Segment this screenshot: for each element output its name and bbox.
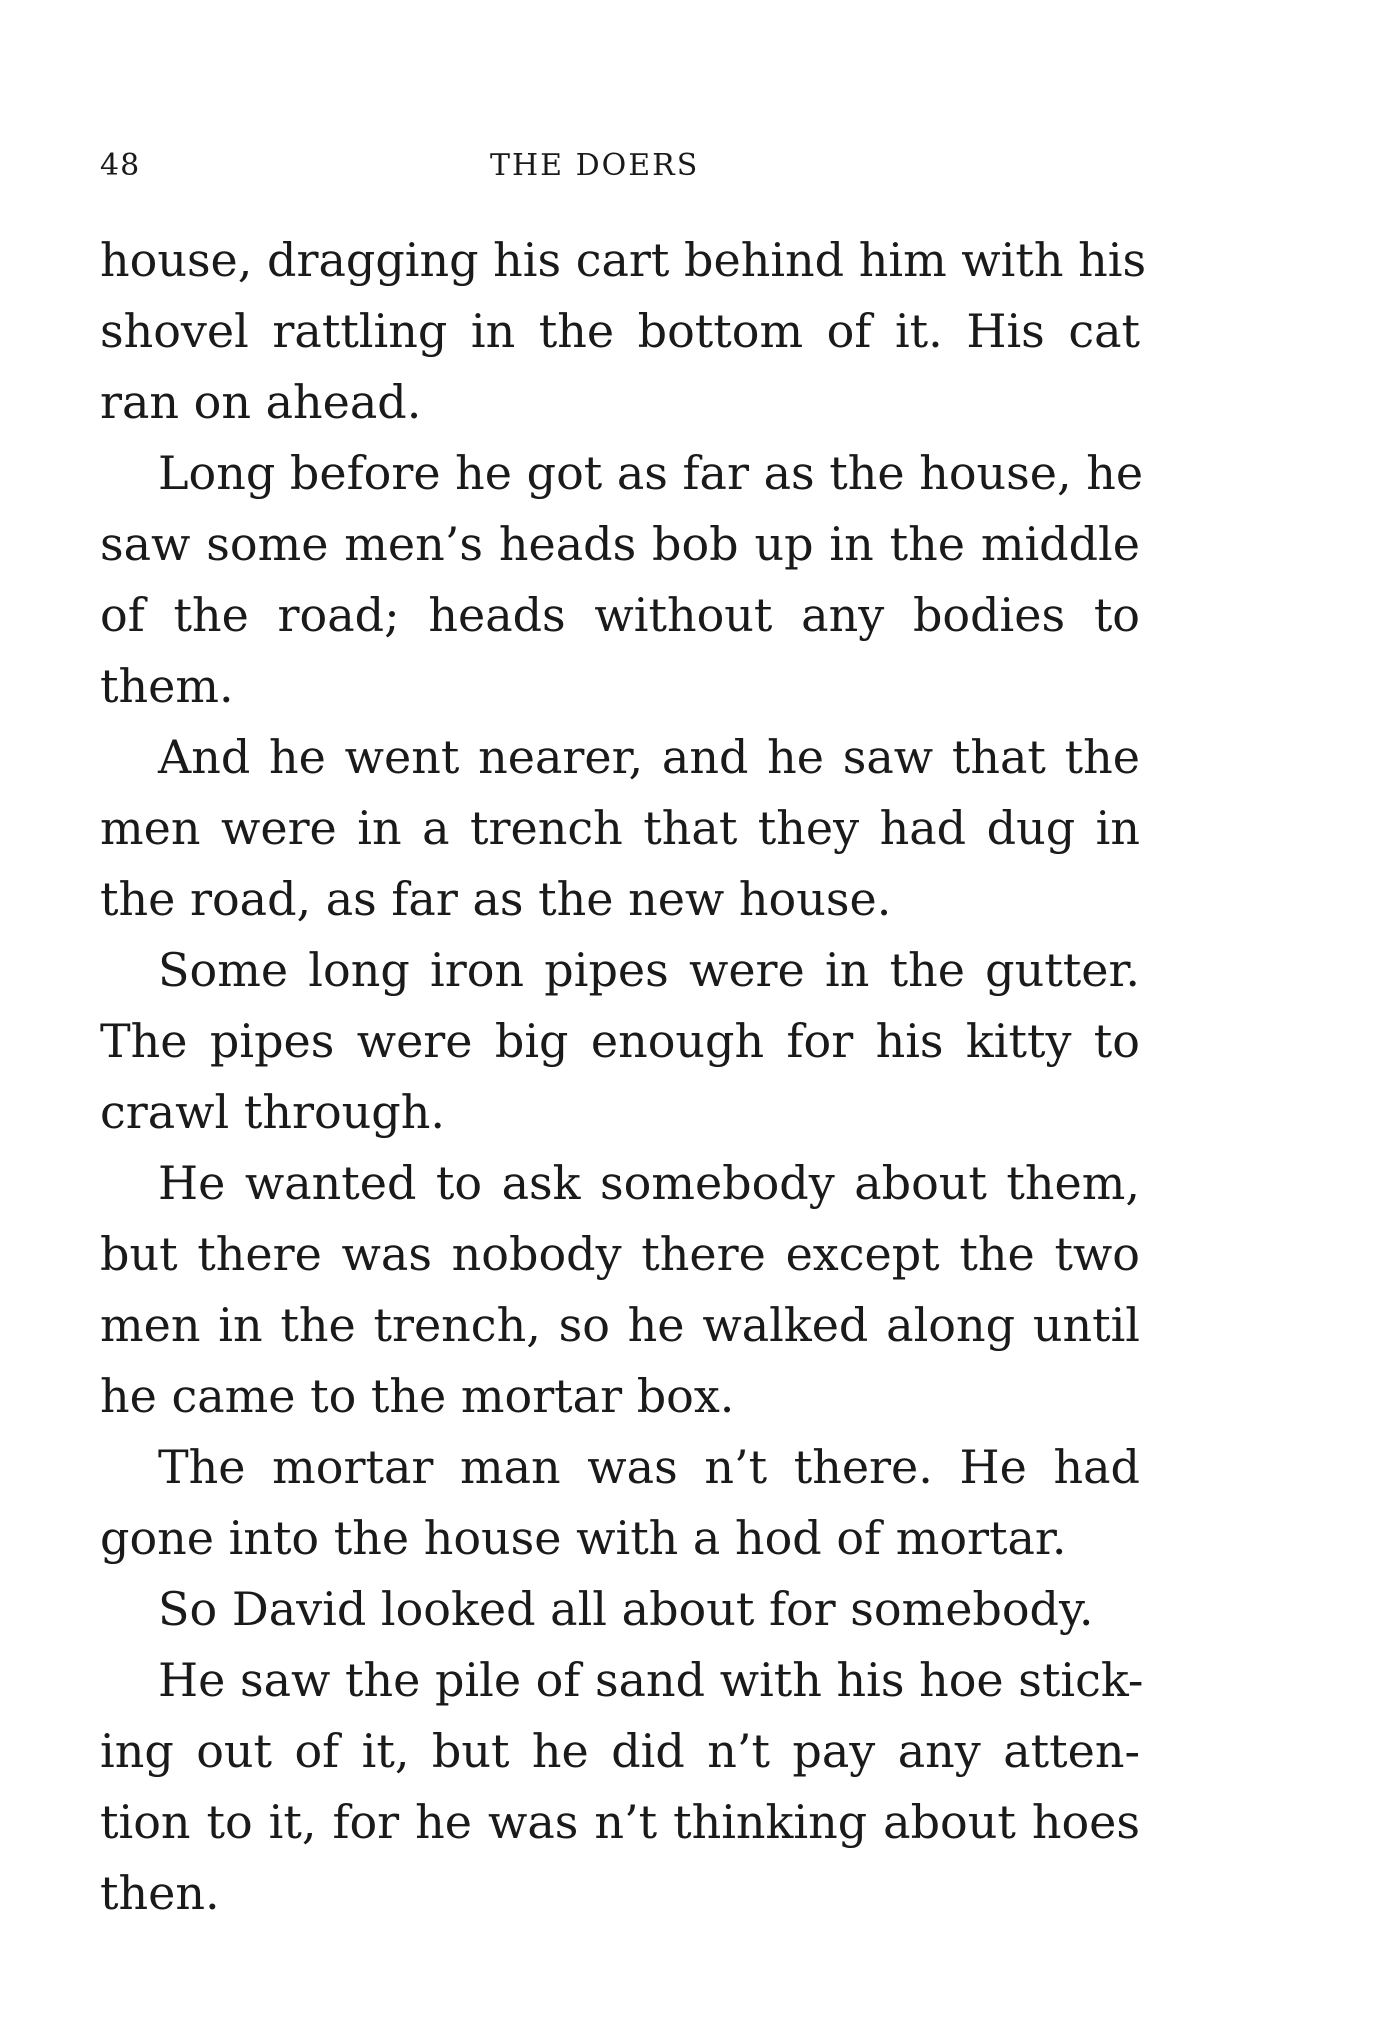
text-line: them.	[100, 659, 234, 713]
text-line: house, dragging his cart behind him with his	[100, 233, 1147, 287]
text-line: The pipes were big enough for his kitty to	[100, 1014, 1140, 1068]
text-line: shovel rattling in the bottom of it. His cat	[100, 304, 1140, 358]
text-line: Long before he got as far as the house, he	[158, 446, 1144, 500]
text-line: He saw the pile of sand with his hoe stick-	[158, 1653, 1144, 1707]
text-line: men were in a trench that they had dug in	[100, 801, 1140, 855]
text-line: the road, as far as the new house.	[100, 872, 892, 926]
text-line: he came to the mortar box.	[100, 1369, 735, 1423]
text-line: He wanted to ask somebody about them,	[158, 1156, 1140, 1210]
text-line: So David looked all about for somebody.	[158, 1582, 1094, 1636]
running-head	[100, 148, 1140, 188]
text-line: saw some men’s heads bob up in the middle	[100, 517, 1140, 571]
text-line: The mortar man was n’t there. He had	[158, 1440, 1140, 1494]
text-line: ran on ahead.	[100, 375, 422, 429]
text-line: tion to it, for he was n’t thinking about hoes	[100, 1795, 1140, 1849]
text-line: then.	[100, 1866, 220, 1920]
text-line: Some long iron pipes were in the gutter.	[158, 943, 1140, 997]
page-number: 48	[100, 148, 141, 183]
text-line: gone into the house with a hod of mortar.	[100, 1511, 1067, 1565]
running-title: THE DOERS	[490, 148, 700, 183]
text-line: ing out of it, but he did n’t pay any atten-	[100, 1724, 1140, 1778]
text-line: men in the trench, so he walked along until	[100, 1298, 1140, 1352]
text-line: but there was nobody there except the two	[100, 1227, 1140, 1281]
body-text	[100, 225, 1147, 1929]
text-line: And he went nearer, and he saw that the	[158, 730, 1140, 784]
text-line: of the road; heads without any bodies to	[100, 588, 1140, 642]
text-line: crawl through.	[100, 1085, 445, 1139]
